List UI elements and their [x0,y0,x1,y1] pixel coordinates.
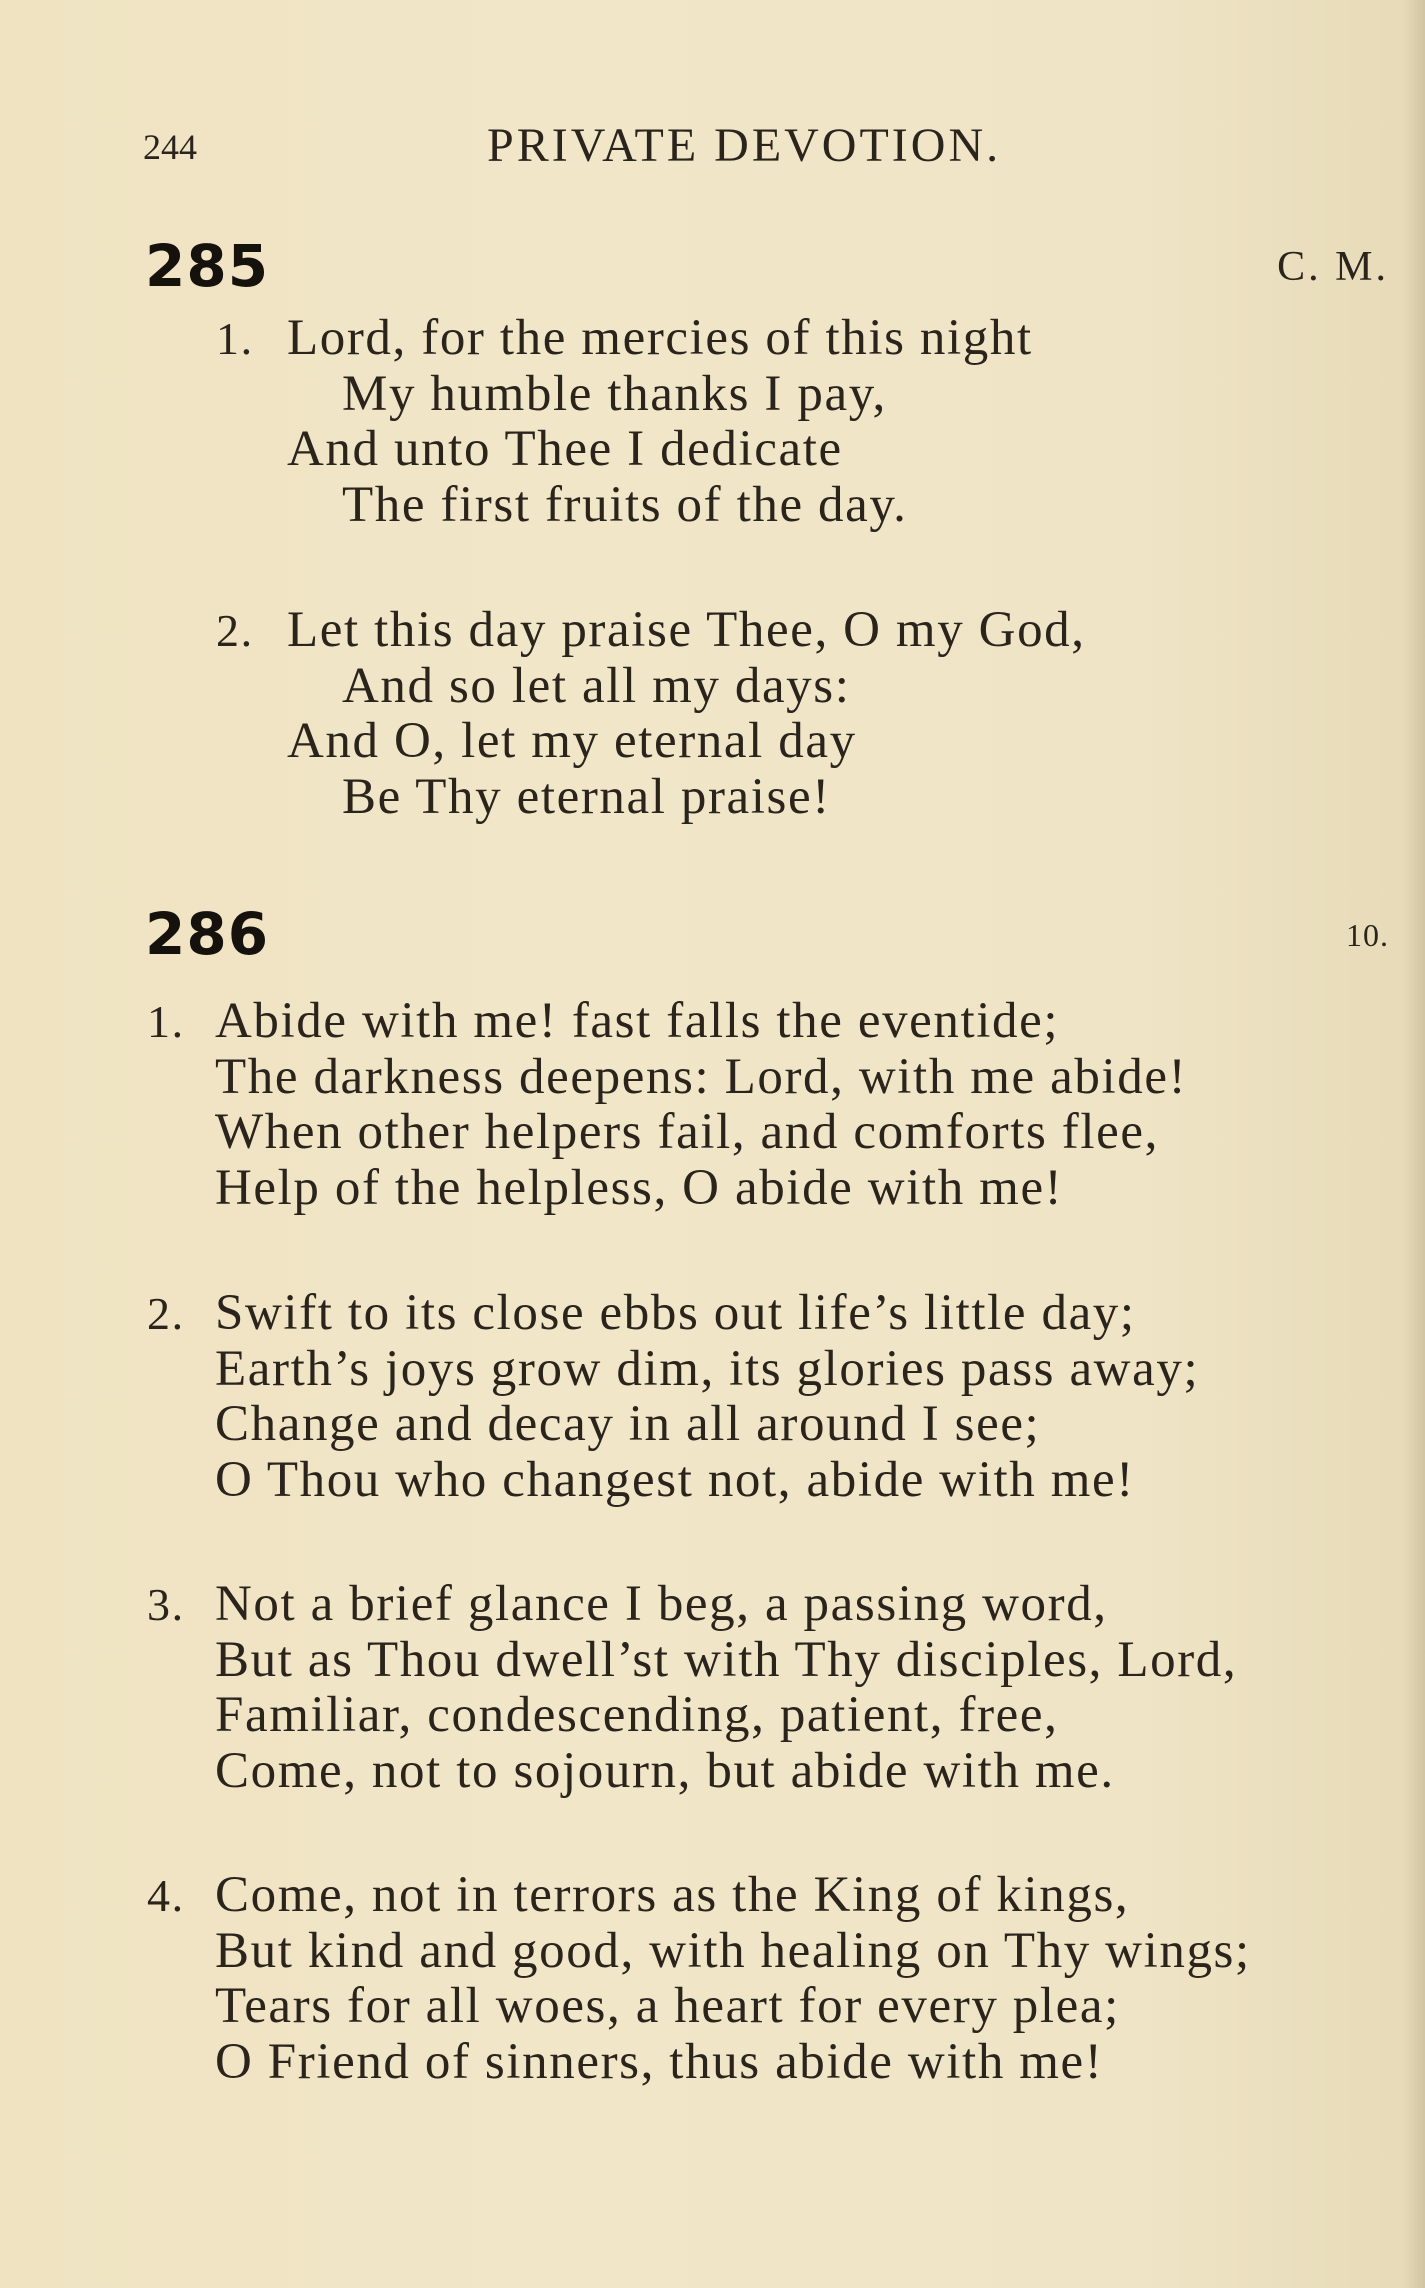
verse-line [0,1286,1260,1342]
verse-line [0,367,1260,423]
verse-line [0,1633,1260,1689]
verse-text: Help of the helpless, O abide with me! [215,1159,1064,1216]
page-edge-shadow [1403,0,1425,2288]
verse-line [0,478,1260,534]
verse-text: And O, let my eternal day [287,713,857,769]
stanza-number: 1. [147,996,185,1047]
verse-text: Earth’s joys grow dim, its glories pass away; [215,1340,1200,1397]
stanza [0,994,1260,1216]
verse-text: But kind and good, with healing on Thy wings; [215,1922,1251,1979]
stanza [0,311,1260,533]
verse-line [0,1979,1260,2035]
verse-text: Come, not to sojourn, but abide with me. [215,1742,1115,1799]
verse-text: The first fruits of the day. [342,476,908,533]
verse-line [0,1924,1260,1980]
stanza [0,1868,1260,2090]
verse-text: Not a brief glance I beg, a passing word, [215,1576,1108,1632]
verse-line [0,1397,1260,1453]
verse-line [0,311,1260,367]
verse-line [0,1744,1260,1800]
page-number: 244 [143,127,197,167]
verse-text: My humble thanks I pay, [342,365,887,422]
verse-line [0,1577,1260,1633]
verse-line [0,1050,1260,1106]
hymn-number: 285 [145,232,270,300]
stanza [0,1286,1260,1508]
verse-line [0,994,1260,1050]
verse-text: And so let all my days: [342,657,851,714]
page-header [0,118,1425,178]
verse-text: O Thou who changest not, abide with me! [215,1451,1135,1508]
verse-line [0,770,1260,826]
hymn-meter: C. M. [1277,244,1389,290]
verse-line [0,1688,1260,1744]
verse-text: O Friend of sinners, thus abide with me! [215,2033,1104,2090]
verse-line [0,659,1260,715]
stanza-number: 1. [216,313,254,364]
verse-line [0,1342,1260,1398]
stanza-number: 2. [216,605,254,656]
stanza [0,1577,1260,1799]
verse-text: When other helpers fail, and comforts flee, [215,1104,1159,1160]
verse-text: Come, not in terrors as the King of kings, [215,1867,1130,1923]
verse-text: Swift to its close ebbs out life’s little day; [215,1285,1136,1341]
verse-text: But as Thou dwell’st with Thy disciples, Lord, [215,1631,1238,1688]
verse-text: Lord, for the mercies of this night [287,310,1033,366]
stanza-number: 2. [147,1288,185,1339]
verse-text: Abide with me! fast falls the eventide; [215,993,1060,1049]
verse-line [0,1161,1260,1217]
verse-line [0,714,1260,770]
verse-text: Let this day praise Thee, O my God, [287,602,1086,658]
verse-text: Familiar, condescending, patient, free, [215,1687,1059,1743]
hymn-meter: 10. [1346,917,1389,953]
verse-text: Tears for all woes, a heart for every plea; [215,1978,1120,2034]
verse-line [0,1453,1260,1509]
hymn-number: 286 [145,900,270,968]
verse-line [0,603,1260,659]
running-title: PRIVATE DEVOTION. [487,119,1002,172]
verse-text: Change and decay in all around I see; [215,1396,1041,1452]
verse-line [0,2035,1260,2091]
stanza [0,603,1260,825]
verse-text: Be Thy eternal praise! [342,768,831,825]
verse-text: The darkness deepens: Lord, with me abide! [215,1048,1188,1105]
verse-text: And unto Thee I dedicate [287,421,843,477]
stanza-number: 3. [147,1579,185,1630]
stanza-number: 4. [147,1870,185,1921]
verse-line [0,1868,1260,1924]
verse-line [0,422,1260,478]
verse-line [0,1105,1260,1161]
